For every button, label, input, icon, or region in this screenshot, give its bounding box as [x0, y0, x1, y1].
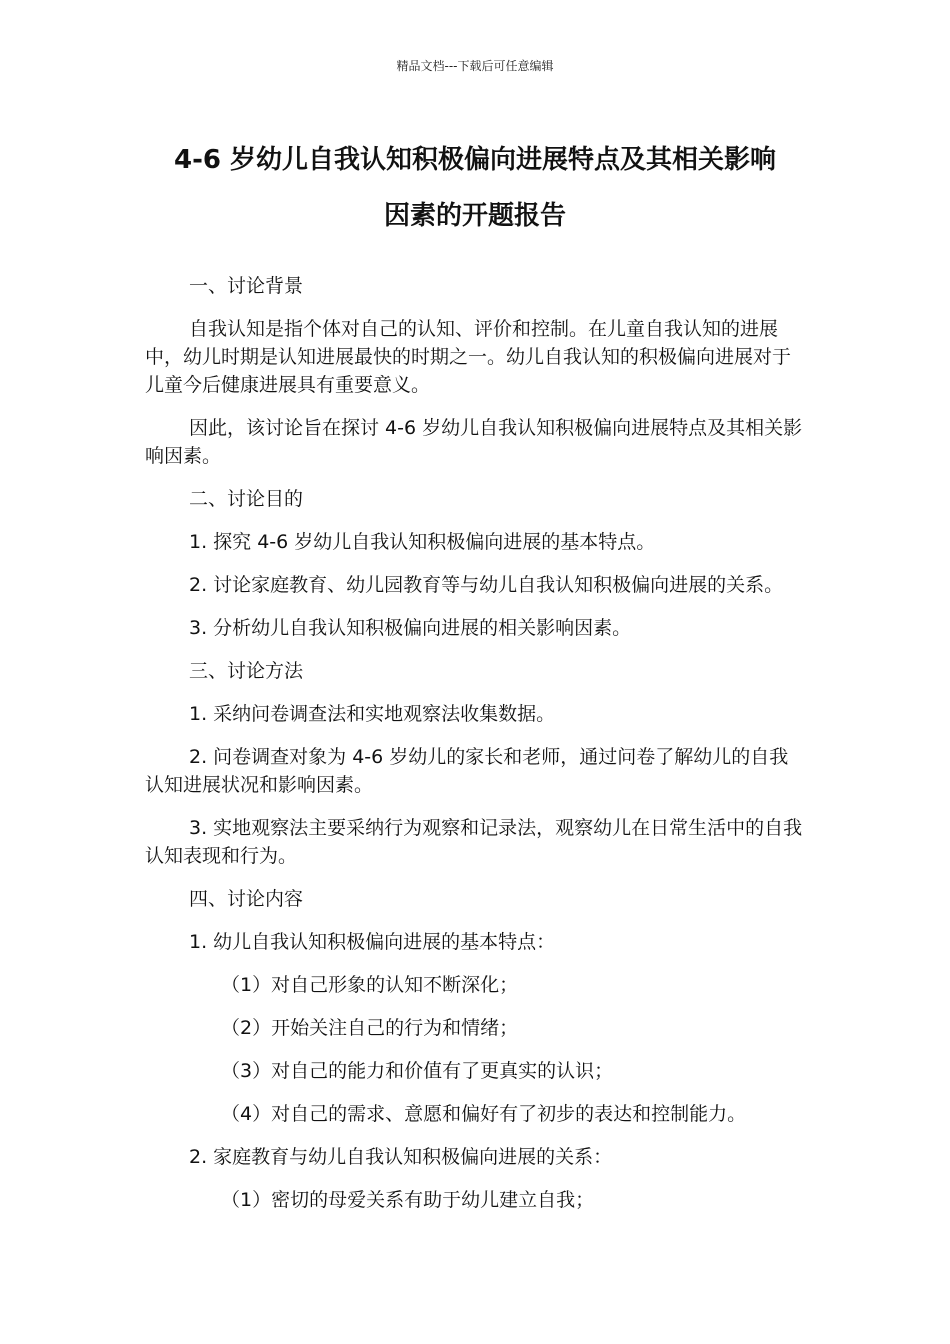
title-line-2: 因素的开题报告 — [383, 201, 566, 231]
sub-list-item: （1）对自己形象的认知不断深化； — [221, 974, 519, 996]
paragraph: 因此，该讨论旨在探讨 4-6 岁幼儿自我认知积极偏向进展特点及其相关影响因素。 — [145, 417, 803, 467]
section-heading-background: 一、讨论背景 — [189, 275, 304, 297]
document-title — [145, 132, 805, 244]
list-item: 1. 幼儿自我认知积极偏向进展的基本特点： — [189, 931, 556, 953]
list-item: 2. 问卷调查对象为 4-6 岁幼儿的家长和老师，通过问卷了解幼儿的自我认知进展状况和影响因素。 — [145, 746, 789, 796]
sub-list-item: （3）对自己的能力和价值有了更真实的认识； — [221, 1060, 614, 1082]
section-heading-content: 四、讨论内容 — [189, 888, 304, 910]
sub-list-item: （1）密切的母爱关系有助于幼儿建立自我； — [221, 1189, 595, 1211]
page-header: 精品文档---下载后可任意编辑 — [396, 59, 554, 73]
list-item: 2. 讨论家庭教育、幼儿园教育等与幼儿自我认知积极偏向进展的关系。 — [189, 574, 784, 596]
title-line-1: 4-6 岁幼儿自我认知积极偏向进展特点及其相关影响 — [173, 145, 777, 175]
section-heading-method: 三、讨论方法 — [189, 660, 304, 682]
paragraph: 自我认知是指个体对自己的认知、评价和控制。在儿童自我认知的进展中，幼儿时期是认知进展最快的时期之一。幼儿自我认知的积极偏向进展对于儿童今后健康进展具有重要意义。 — [145, 318, 792, 396]
list-item: 3. 实地观察法主要采纳行为观察和记录法，观察幼儿在日常生活中的自我认知表现和行为。 — [145, 817, 803, 867]
section-heading-purpose: 二、讨论目的 — [189, 488, 304, 510]
document-body — [145, 272, 805, 1229]
list-item: 1. 探究 4-6 岁幼儿自我认知积极偏向进展的基本特点。 — [189, 531, 656, 553]
list-item: 2. 家庭教育与幼儿自我认知积极偏向进展的关系： — [189, 1146, 613, 1168]
sub-list-item: （2）开始关注自己的行为和情绪； — [221, 1017, 519, 1039]
sub-list-item: （4）对自己的需求、意愿和偏好有了初步的表达和控制能力。 — [221, 1103, 747, 1125]
list-item: 1. 采纳问卷调查法和实地观察法收集数据。 — [189, 703, 556, 725]
list-item: 3. 分析幼儿自我认知积极偏向进展的相关影响因素。 — [189, 617, 632, 639]
